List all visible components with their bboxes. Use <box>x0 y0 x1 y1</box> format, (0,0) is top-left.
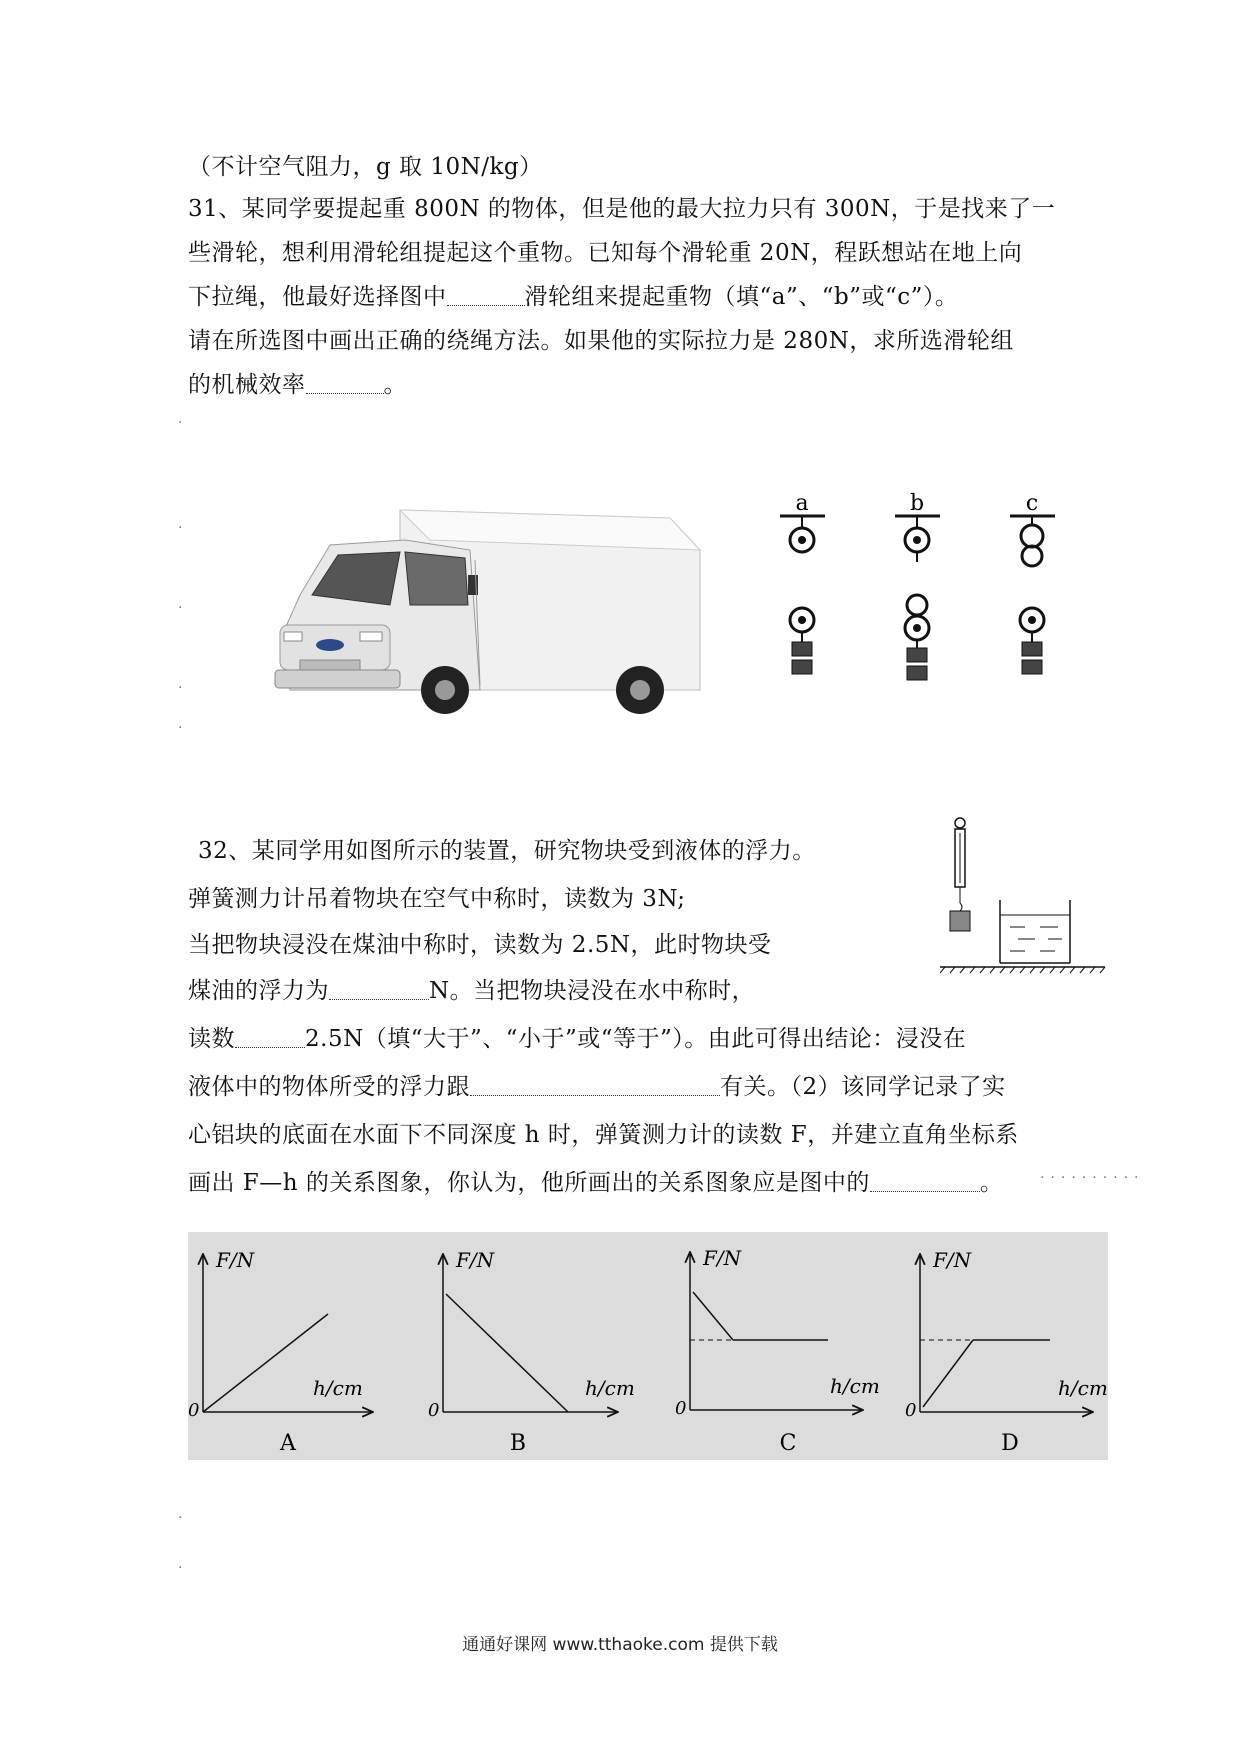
graph-a-y-label: F/N <box>216 1248 255 1272</box>
pulley-label-b: b <box>909 491 925 516</box>
graph-c-letter: C <box>779 1431 797 1456</box>
q32-answer-blank-3[interactable] <box>470 1073 720 1096</box>
q32-line5-text-b: 2.5N（填“大于”、“小于”或“等于”）。由此可得出结论：浸没在 <box>305 1026 967 1052</box>
q31-answer-blank-2[interactable] <box>306 371 384 394</box>
q32-answer-blank-4[interactable] <box>870 1169 980 1192</box>
graph-a-x-label: h/cm <box>313 1376 363 1400</box>
pulley-label-a: a <box>795 491 809 516</box>
q31-answer-blank-1[interactable] <box>447 283 525 306</box>
q31-line2: 些滑轮，想利用滑轮组提起这个重物。已知每个滑轮重 20N，程跃想站在地上向 <box>188 240 1023 266</box>
q32-line5-text-a: 读数 <box>188 1026 235 1052</box>
margin-dot: · <box>178 680 183 696</box>
q32-line4-text-a: 煤油的浮力为 <box>188 978 329 1004</box>
graph-b-x-label: h/cm <box>585 1376 635 1400</box>
pulley-system-c <box>1010 491 1055 674</box>
pulley-label-c: c <box>1025 491 1039 516</box>
pulley-system-b <box>895 491 940 680</box>
q32-line3: 当把物块浸没在煤油中称时，读数为 2.5N，此时物块受 <box>188 932 772 958</box>
q32-line8-text-a: 画出 F—h 的关系图象，你认为，他所画出的关系图象应是图中的 <box>188 1170 870 1196</box>
condition-note: （不计空气阻力，g 取 10N/kg） <box>188 154 543 180</box>
graph-b <box>428 1248 635 1456</box>
q32-line8 <box>188 1164 1003 1197</box>
q32-line6 <box>188 1068 1006 1101</box>
graph-d-y-label: F/N <box>933 1248 972 1272</box>
margin-dot: · <box>178 1510 183 1526</box>
graph-c-x-label: h/cm <box>830 1374 880 1398</box>
q31-line3-text-b: 滑轮组来提起重物（填“a”、“b”或“c”）。 <box>524 284 959 310</box>
q31-line3 <box>188 278 958 311</box>
q32-line4 <box>188 972 755 1005</box>
q32-answer-blank-1[interactable] <box>329 977 429 1000</box>
margin-dot: · <box>178 600 183 616</box>
truck-image <box>270 500 730 715</box>
graph-c <box>675 1246 880 1456</box>
q31-line5 <box>188 366 407 399</box>
graph-d-x-label: h/cm <box>1058 1376 1108 1400</box>
q31-line5-text-a: 的机械效率 <box>188 372 306 398</box>
graph-c-y-label: F/N <box>703 1246 742 1270</box>
graph-a-letter: A <box>280 1431 296 1456</box>
q32-line4-text-b: N。当把物块浸没在水中称时， <box>429 978 756 1004</box>
q31-line5-text-b: 。 <box>383 372 407 398</box>
q31-line3-text-a: 下拉绳，他最好选择图中 <box>188 284 447 310</box>
q32-line5 <box>188 1020 966 1053</box>
q32-line6-text-a: 液体中的物体所受的浮力跟 <box>188 1074 470 1100</box>
q32-line7: 心铝块的底面在水面下不同深度 h 时，弹簧测力计的读数 F，并建立直角坐标系 <box>188 1122 1019 1148</box>
graph-c-origin: 0 <box>675 1398 687 1419</box>
pulley-systems <box>770 490 1070 720</box>
graph-a <box>188 1248 373 1456</box>
q32-line6-text-b: 有关。（2）该同学记录了实 <box>720 1074 1006 1100</box>
q32-line2: 弹簧测力计吊着物块在空气中称时，读数为 3N; <box>188 886 686 912</box>
page-footer: 通通好课网 www.tthaoke.com 提供下载 <box>462 1635 778 1655</box>
margin-dot: · <box>178 720 183 736</box>
graph-b-y-label: F/N <box>456 1248 495 1272</box>
graphs-svg <box>188 1232 1108 1460</box>
q31-line1: 31、某同学要提起重 800N 的物体，但是他的最大拉力只有 300N，于是找来了一 <box>188 196 1056 222</box>
graph-b-letter: B <box>509 1431 527 1456</box>
graph-b-origin: 0 <box>428 1400 440 1421</box>
margin-dot: · <box>178 415 183 431</box>
q32-answer-blank-2[interactable] <box>235 1025 305 1048</box>
margin-dot: · <box>178 1560 183 1576</box>
q32-line1: 32、某同学用如图所示的装置，研究物块受到液体的浮力。 <box>198 838 816 864</box>
q32-line8-text-b: 。 <box>979 1170 1004 1196</box>
spring-scale-apparatus <box>940 815 1110 975</box>
margin-dot: · <box>178 520 183 536</box>
dotted-trail: ·········· <box>1040 1170 1145 1186</box>
graph-d-letter: D <box>1001 1431 1019 1456</box>
graph-d-origin: 0 <box>905 1400 917 1421</box>
pulley-system-a <box>780 491 825 674</box>
graph-d <box>905 1248 1108 1456</box>
graph-a-origin: 0 <box>188 1400 200 1421</box>
q31-line4: 请在所选图中画出正确的绕绳方法。如果他的实际拉力是 280N，求所选滑轮组 <box>188 328 1014 354</box>
